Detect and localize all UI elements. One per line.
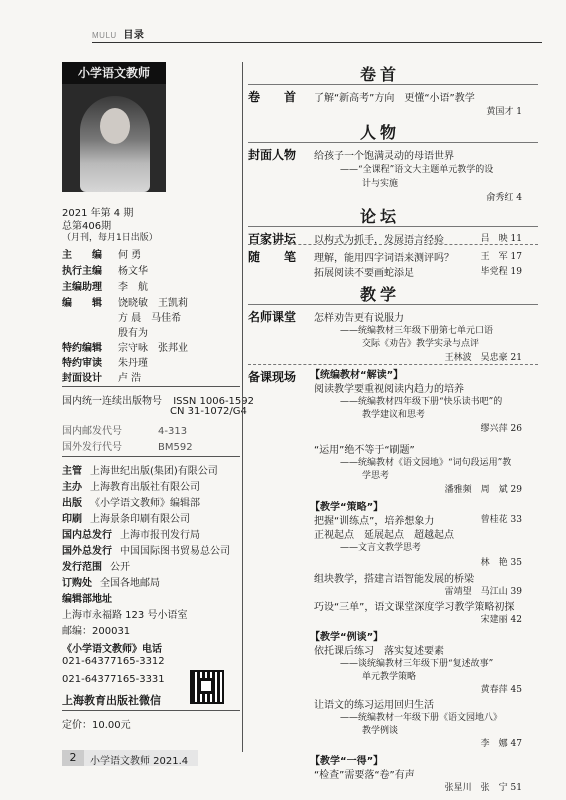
pub-row bbox=[62, 558, 130, 573]
pub-row bbox=[62, 494, 200, 509]
article-author: 张星川 张 宁 51 bbox=[444, 783, 522, 793]
staff-row bbox=[62, 262, 148, 277]
domestic-code: 4-313 bbox=[158, 426, 188, 437]
pub-label: 出版 bbox=[62, 498, 82, 509]
article-subtitle: ——统编教材一年级下册《语文园地八》 bbox=[340, 713, 503, 723]
cover-image bbox=[62, 62, 166, 192]
article-title: 阅读教学要重视阅读内趋力的培养 bbox=[314, 384, 464, 395]
staff-label: 主编助理 bbox=[62, 282, 102, 293]
staff-value: 宗守咏 张邦业 bbox=[118, 343, 188, 354]
header-title: 目录 bbox=[123, 30, 145, 41]
pub-value: 公开 bbox=[110, 562, 130, 573]
article-title: “检查”需要落“卷”有声 bbox=[314, 770, 415, 781]
section-heading: 卷首 bbox=[360, 65, 401, 84]
article-subtitle: 学思考 bbox=[362, 471, 390, 481]
wechat-label: 上海教育出版社微信 bbox=[62, 694, 161, 707]
article-author: 宋建丽 42 bbox=[480, 615, 522, 625]
section-heading: 教学 bbox=[360, 285, 401, 304]
office-address: 上海市永福路 123 号小语室 bbox=[62, 610, 188, 621]
article-author: 黄春萍 45 bbox=[480, 685, 522, 695]
pub-label: 订购处 bbox=[62, 578, 92, 589]
cn-value: CN 31-1072/G4 bbox=[170, 406, 247, 417]
domestic-label: 国内邮发代号 bbox=[62, 426, 122, 437]
column-name: 卷 首 bbox=[248, 90, 297, 104]
issue-year: 2021 年第 4 期 bbox=[62, 208, 134, 219]
pub-value: 中国国际图书贸易总公司 bbox=[120, 546, 230, 557]
article-author: 王 军 17 bbox=[480, 252, 522, 262]
staff-value: 李 航 bbox=[118, 282, 148, 293]
column-name: 随 笔 bbox=[248, 250, 297, 264]
office-label: 编辑部地址 bbox=[62, 594, 112, 605]
issn-label: 国内统一连续出版物号 bbox=[62, 396, 162, 407]
footer-text: 小学语文教师 2021.4 bbox=[90, 756, 189, 767]
divider bbox=[62, 456, 240, 457]
staff-label: 封面设计 bbox=[62, 373, 102, 384]
pub-row bbox=[62, 542, 230, 557]
section-rule bbox=[248, 84, 538, 85]
staff-value: 殷有为 bbox=[118, 328, 148, 339]
issue-frequency: （月刊，每月1日出版） bbox=[62, 233, 158, 243]
pub-label: 国内总发行 bbox=[62, 530, 112, 541]
staff-row bbox=[62, 278, 148, 293]
article-title: “运用”绝不等于“刷题” bbox=[314, 445, 415, 456]
staff-label: 编 辑 bbox=[62, 298, 102, 309]
staff-value: 卢 浩 bbox=[118, 373, 142, 384]
phone-2: 021-64377165-3331 bbox=[62, 674, 165, 685]
pub-value: 全国各地邮局 bbox=[100, 578, 160, 589]
pub-row bbox=[62, 478, 200, 493]
staff-value: 饶晓敏 王凯莉 bbox=[118, 298, 188, 309]
column-name: 封面人物 bbox=[248, 148, 297, 162]
article-subtitle: ——统编教材《语文园地》“词句段运用”教 bbox=[340, 458, 512, 468]
subsection-tag: 【教学“策略”】 bbox=[310, 502, 384, 513]
staff-row bbox=[62, 324, 148, 339]
article-author: 王林波 吴忠豪 21 bbox=[444, 353, 522, 363]
article-title: 巧设“三单”，语文课堂深度学习教学策略初探 bbox=[314, 602, 515, 613]
header-en: MULU bbox=[92, 31, 117, 40]
article-subtitle: 计与实施 bbox=[362, 179, 399, 189]
price: 定价：10.00元 bbox=[62, 720, 131, 731]
section-heading: 论坛 bbox=[360, 207, 401, 226]
article-subtitle: 教学例谈 bbox=[362, 726, 399, 736]
cover-face bbox=[100, 108, 130, 144]
pub-label: 主办 bbox=[62, 482, 82, 493]
foreign-code: BM592 bbox=[158, 442, 193, 453]
staff-value: 朱丹瑾 bbox=[118, 358, 148, 369]
staff-row bbox=[62, 339, 188, 354]
article-title: 给孩子一个饱满灵动的母语世界 bbox=[314, 151, 454, 162]
pub-value: 《小学语文教师》编辑部 bbox=[90, 498, 200, 509]
page-header bbox=[92, 26, 144, 41]
pub-label: 国外总发行 bbox=[62, 546, 112, 557]
article-author: 毕党程 19 bbox=[480, 267, 522, 277]
pub-value: 上海景条印刷有限公司 bbox=[90, 514, 190, 525]
article-author: 潘雅频 周 斌 29 bbox=[444, 485, 522, 495]
subsection-tag: 【教学“一得”】 bbox=[310, 756, 384, 767]
article-title: 拓展阅读不要画蛇添足 bbox=[314, 268, 414, 279]
staff-label: 特约编辑 bbox=[62, 343, 102, 354]
section-heading: 人物 bbox=[360, 123, 401, 142]
header-rule bbox=[92, 42, 542, 43]
article-title: 把握“训练点”，培养想象力 bbox=[314, 516, 435, 527]
section-rule bbox=[248, 142, 538, 143]
column-name: 名师课堂 bbox=[248, 310, 297, 324]
subsection-tag: 【教学“例谈”】 bbox=[310, 632, 384, 643]
section-rule bbox=[248, 244, 538, 245]
article-title: 怎样劝告更有说服力 bbox=[314, 313, 404, 324]
page-number: 2 bbox=[62, 750, 84, 766]
article-subtitle: 单元教学策略 bbox=[362, 672, 417, 682]
staff-row bbox=[62, 354, 148, 369]
column-name: 备课现场 bbox=[248, 370, 297, 384]
pub-label: 主管 bbox=[62, 466, 82, 477]
issue-total: 总第406期 bbox=[62, 221, 112, 232]
staff-label: 执行主编 bbox=[62, 266, 102, 277]
section-rule bbox=[248, 226, 538, 227]
pub-row bbox=[62, 574, 160, 589]
pub-row bbox=[62, 462, 218, 477]
article-author: 缪兴萍 26 bbox=[480, 424, 522, 434]
article-author: 俞秀红 4 bbox=[486, 193, 522, 203]
qr-code-icon bbox=[190, 670, 224, 704]
pub-value: 上海市报刊发行局 bbox=[120, 530, 200, 541]
article-author: 李 娜 47 bbox=[480, 739, 522, 749]
article-subtitle: 教学建议和思考 bbox=[362, 410, 426, 420]
pub-row bbox=[62, 526, 200, 541]
article-subtitle: ——谈统编教材三年级下册“复述故事” bbox=[340, 659, 494, 669]
pub-row bbox=[62, 510, 190, 525]
staff-value: 何 勇 bbox=[118, 250, 142, 261]
article-subtitle: ——文言文教学思考 bbox=[340, 543, 422, 553]
divider bbox=[62, 710, 240, 711]
foreign-label: 国外发行代号 bbox=[62, 442, 122, 453]
article-subtitle: ——统编教材三年级下册第七单元口语 bbox=[340, 326, 494, 336]
article-author: 吕 映 11 bbox=[480, 234, 522, 244]
staff-row bbox=[62, 294, 188, 309]
phone-label: 《小学语文教师》电话 bbox=[62, 644, 162, 655]
article-author: 雷靖望 马江山 39 bbox=[444, 587, 522, 597]
codes-issn-row bbox=[62, 392, 254, 407]
issn-value: ISSN 1006-1592 bbox=[173, 396, 254, 407]
staff-value: 杨文华 bbox=[118, 266, 148, 277]
pub-label: 印刷 bbox=[62, 514, 82, 525]
staff-value: 方 晨 马佳希 bbox=[118, 313, 182, 324]
article-title: 依托课后练习 落实复述要素 bbox=[314, 646, 444, 657]
office-zip: 邮编：200031 bbox=[62, 626, 131, 637]
staff-row bbox=[62, 246, 141, 261]
article-subtitle: 交际《劝告》教学实录与点评 bbox=[362, 339, 480, 349]
staff-label: 特约审读 bbox=[62, 358, 102, 369]
article-title: 正视起点 延展起点 超越起点 bbox=[314, 530, 454, 541]
article-author: 黄国才 1 bbox=[486, 107, 522, 117]
article-title: 让语文的练习运用回归生活 bbox=[314, 700, 434, 711]
staff-label: 主 编 bbox=[62, 250, 102, 261]
article-subtitle: ——“全课程”语文大主题单元教学的设 bbox=[340, 165, 494, 175]
article-author: 林 艳 35 bbox=[480, 558, 522, 568]
section-rule bbox=[248, 364, 538, 365]
cover-masthead: 小学语文教师 bbox=[62, 62, 166, 84]
article-title: 以构式为抓手，发展语言经验 bbox=[314, 235, 444, 246]
subsection-tag: 【统编教材“解读”】 bbox=[310, 370, 404, 381]
domestic-row bbox=[62, 422, 187, 437]
phone-1: 021-64377165-3312 bbox=[62, 656, 165, 667]
pub-value: 上海教育出版社有限公司 bbox=[90, 482, 200, 493]
article-author: 曾桂花 33 bbox=[480, 515, 522, 525]
column-name: 百家讲坛 bbox=[248, 232, 297, 246]
foreign-row bbox=[62, 438, 193, 453]
page-footer bbox=[62, 750, 198, 766]
staff-row bbox=[62, 369, 141, 384]
pub-label: 发行范围 bbox=[62, 562, 102, 573]
article-title: 理解，能用四字词语来测评吗？ bbox=[314, 253, 454, 264]
article-title: 组块教学，搭建言语智能发展的桥梁 bbox=[314, 574, 474, 585]
article-title: 了解“新高考”方向 更懂“小语”教学 bbox=[314, 93, 475, 104]
divider bbox=[62, 386, 240, 387]
staff-row bbox=[62, 309, 181, 324]
section-rule bbox=[248, 304, 538, 305]
article-subtitle: ——统编教材四年级下册“快乐读书吧”的 bbox=[340, 397, 503, 407]
pub-value: 上海世纪出版(集团)有限公司 bbox=[90, 466, 218, 477]
column-divider bbox=[242, 62, 243, 752]
